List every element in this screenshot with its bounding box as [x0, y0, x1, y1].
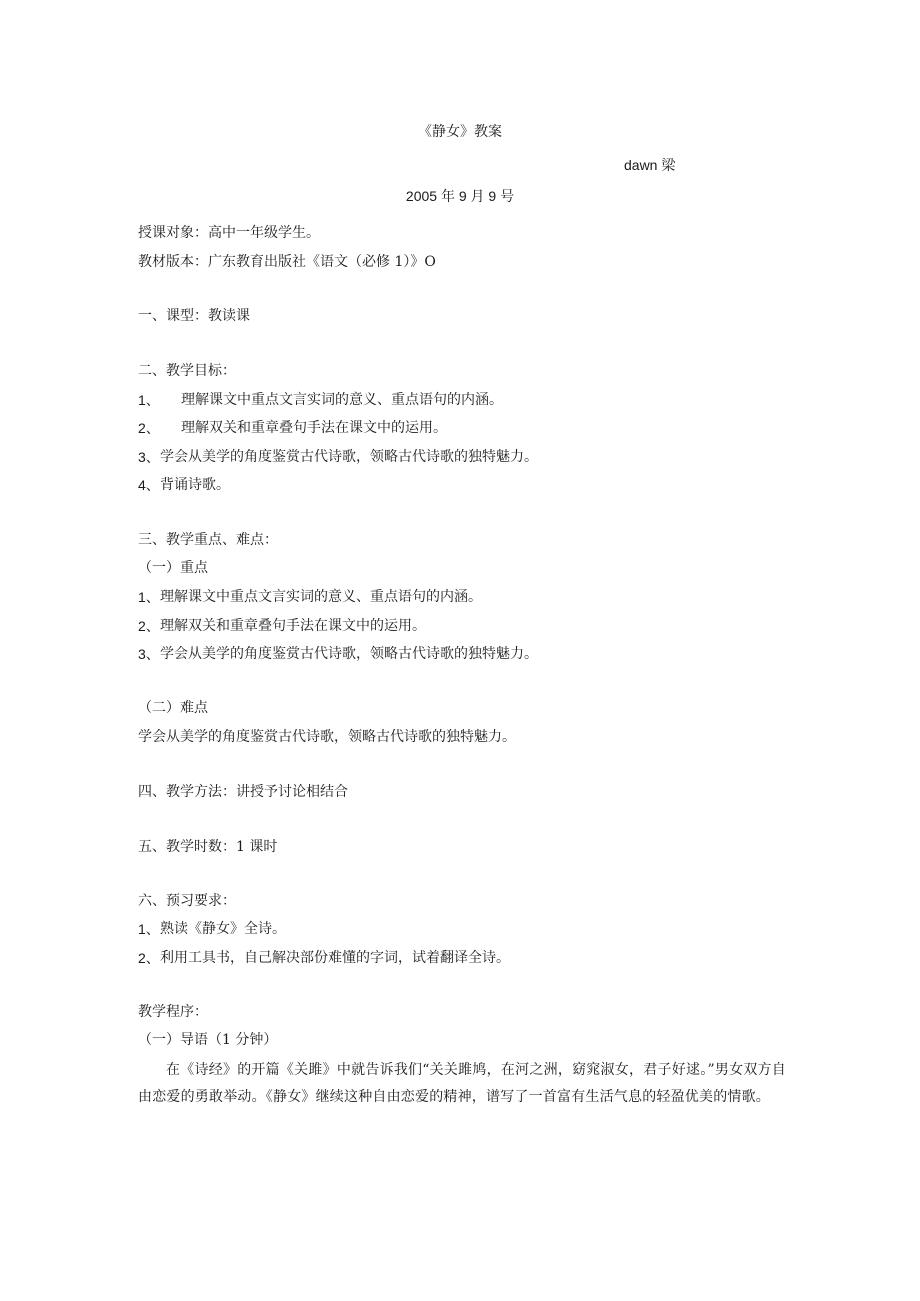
objective-text: 背诵诗歌。 [160, 477, 230, 493]
intro-paragraph: 在《诗经》的开篇《关雎》中就告诉我们“关关雎鸠，在河之洲，窈窕淑女，君子好逑。”男女双方自由恋爱的勇敢举动。《静女》继续这种自由恋爱的精神，谱写了一首富有生活气息的轻盈优美的情歌。 [138, 1062, 786, 1105]
preview-text: 利用工具书，自己解决部份难懂的字词，试着翻译全诗。 [160, 950, 510, 966]
key-point-number: 2、 [138, 618, 160, 634]
preview-number: 1、 [138, 921, 160, 937]
objective-text: 理解双关和重章叠句手法在课文中的运用。 [181, 420, 447, 436]
objectives-heading: 二、教学目标： [138, 363, 236, 379]
intro-subheading: （一）导语（1 分钟） [138, 1032, 278, 1048]
difficult-points-subheading: （二）难点 [138, 700, 208, 716]
preview-heading: 六、预习要求： [138, 893, 236, 909]
key-point-text: 理解课文中重点文言实词的意义、重点语句的内涵。 [160, 589, 482, 605]
method-line: 四、教学方法：讲授予讨论相结合 [138, 784, 348, 800]
objective-number: 2、 [138, 420, 160, 436]
document-title: 《静女》教案 [418, 124, 502, 140]
difficult-points-text: 学会从美学的角度鉴赏古代诗歌，领略古代诗歌的独特魅力。 [138, 729, 516, 745]
date-line: 2005 年 9 月 9 号 [405, 188, 515, 204]
objective-number: 3、 [138, 449, 160, 465]
lesson-type-line: 一、课型：教读课 [138, 308, 250, 324]
key-point-number: 1、 [138, 589, 160, 605]
objective-text: 理解课文中重点文言实词的意义、重点语句的内涵。 [181, 392, 503, 408]
author-line: dawn 梁 [624, 157, 676, 173]
preview-number: 2、 [138, 950, 160, 966]
key-point-text: 学会从美学的角度鉴赏古代诗歌，领略古代诗歌的独特魅力。 [160, 646, 538, 662]
key-difficult-heading: 三、教学重点、难点： [138, 532, 278, 548]
objective-number: 4、 [138, 477, 160, 493]
procedure-heading: 教学程序： [138, 1004, 208, 1020]
objective-number: 1、 [138, 392, 160, 408]
key-points-subheading: （一）重点 [138, 560, 208, 576]
key-point-text: 理解双关和重章叠句手法在课文中的运用。 [160, 618, 426, 634]
key-point-number: 3、 [138, 646, 160, 662]
objective-text: 学会从美学的角度鉴赏古代诗歌，领略古代诗歌的独特魅力。 [160, 449, 538, 465]
hours-line: 五、教学时数：1 课时 [138, 839, 278, 855]
audience-line: 授课对象：高中一年级学生。 [138, 225, 320, 241]
textbook-line: 教材版本：广东教育出版社《语文（必修 1）》O [138, 254, 436, 270]
preview-text: 熟读《静女》全诗。 [160, 921, 286, 937]
